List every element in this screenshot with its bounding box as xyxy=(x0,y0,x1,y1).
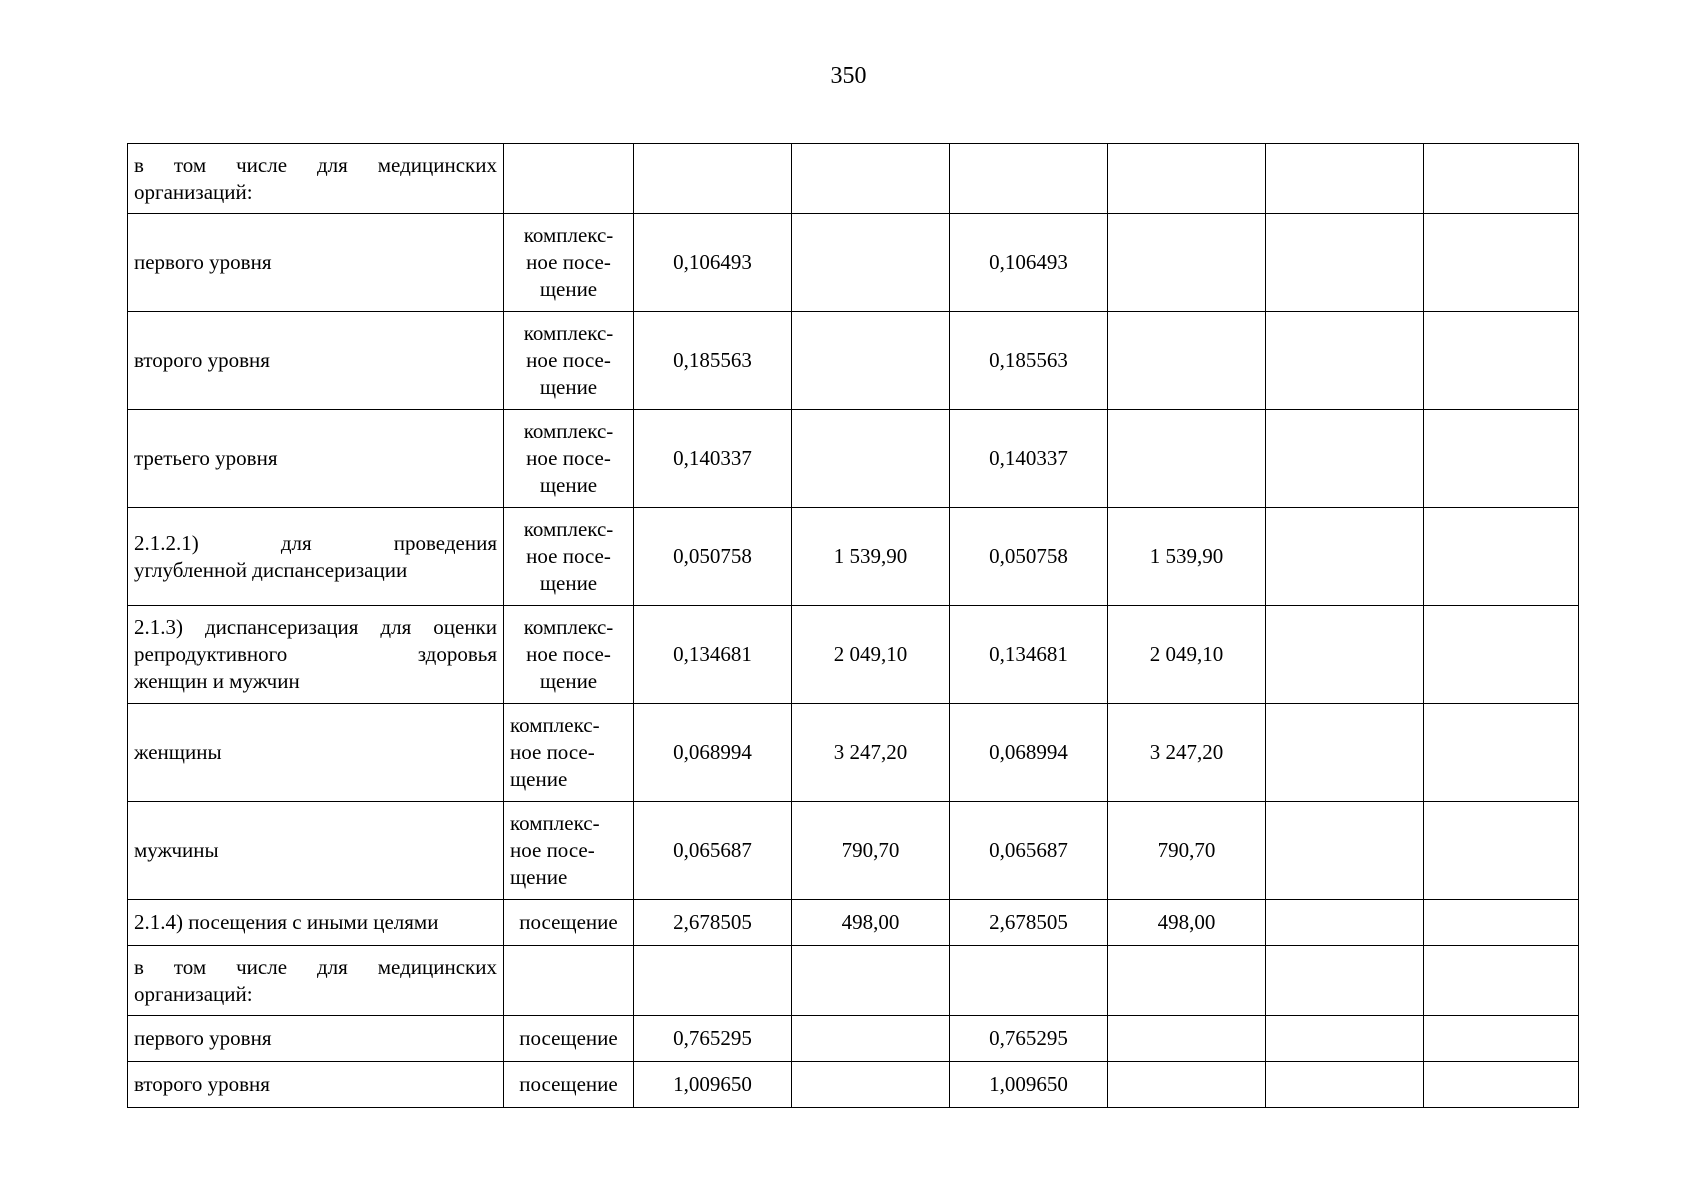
unit-cell xyxy=(504,946,634,1016)
table-row xyxy=(128,312,1579,410)
value-cell xyxy=(1108,144,1266,214)
table-row xyxy=(128,946,1579,1016)
value-cell xyxy=(1424,410,1579,508)
value-cell xyxy=(1424,312,1579,410)
value-cell: 1,009650 xyxy=(950,1062,1108,1108)
row-name-line: организаций: xyxy=(134,179,253,204)
value-cell: 0,185563 xyxy=(634,312,792,410)
row-name-line: 2.1.3) диспансеризация для оценки xyxy=(134,615,497,639)
row-name-cell xyxy=(128,508,504,606)
table-row xyxy=(128,606,1579,704)
value-cell xyxy=(1266,508,1424,606)
value-cell xyxy=(1108,410,1266,508)
value-cell xyxy=(1266,312,1424,410)
row-name-line: углубленной диспансеризации xyxy=(134,557,408,582)
table-row xyxy=(128,802,1579,900)
unit-cell: посещение xyxy=(504,1016,634,1062)
value-cell xyxy=(1266,410,1424,508)
row-name-cell: первого уровня xyxy=(128,214,504,312)
table-row xyxy=(128,900,1579,946)
value-cell: 0,050758 xyxy=(950,508,1108,606)
row-name-line: организаций: xyxy=(134,981,253,1006)
row-name-cell: женщины xyxy=(128,704,504,802)
unit-cell: комплекс-ное посе-щение xyxy=(504,704,634,802)
value-cell: 0,106493 xyxy=(634,214,792,312)
value-cell: 2 049,10 xyxy=(792,606,950,704)
value-cell: 0,134681 xyxy=(634,606,792,704)
row-name-cell: третьего уровня xyxy=(128,410,504,508)
unit-cell: комплекс-ное посе-щение xyxy=(504,410,634,508)
value-cell: 2,678505 xyxy=(950,900,1108,946)
value-cell xyxy=(1424,214,1579,312)
value-cell xyxy=(1424,606,1579,704)
value-cell xyxy=(634,946,792,1016)
value-cell: 1 539,90 xyxy=(1108,508,1266,606)
row-name-cell: второго уровня xyxy=(128,312,504,410)
value-cell xyxy=(1424,802,1579,900)
value-cell: 3 247,20 xyxy=(1108,704,1266,802)
unit-cell: посещение xyxy=(504,1062,634,1108)
value-cell: 0,140337 xyxy=(634,410,792,508)
value-cell: 0,106493 xyxy=(950,214,1108,312)
value-cell xyxy=(1108,946,1266,1016)
table-row xyxy=(128,508,1579,606)
value-cell: 1,009650 xyxy=(634,1062,792,1108)
value-cell: 0,065687 xyxy=(950,802,1108,900)
value-cell xyxy=(1266,1016,1424,1062)
value-cell xyxy=(1266,214,1424,312)
unit-cell xyxy=(504,144,634,214)
unit-cell: комплекс-ное посе-щение xyxy=(504,214,634,312)
value-cell: 0,765295 xyxy=(950,1016,1108,1062)
row-name-line: женщин и мужчин xyxy=(134,669,300,693)
value-cell: 0,068994 xyxy=(634,704,792,802)
value-cell xyxy=(792,312,950,410)
table-row xyxy=(128,214,1579,312)
row-name-cell: мужчины xyxy=(128,802,504,900)
value-cell xyxy=(1266,900,1424,946)
value-cell xyxy=(950,946,1108,1016)
value-cell xyxy=(792,410,950,508)
value-cell: 0,134681 xyxy=(950,606,1108,704)
row-name-cell xyxy=(128,606,504,704)
row-name-line: в том числе для медицинских xyxy=(134,152,497,177)
value-cell xyxy=(1108,1016,1266,1062)
value-cell: 0,050758 xyxy=(634,508,792,606)
value-cell: 0,765295 xyxy=(634,1016,792,1062)
value-cell xyxy=(792,1062,950,1108)
row-name-cell xyxy=(128,144,504,214)
value-cell: 2,678505 xyxy=(634,900,792,946)
value-cell xyxy=(1266,704,1424,802)
value-cell xyxy=(1424,508,1579,606)
value-cell xyxy=(1424,946,1579,1016)
row-name-cell xyxy=(128,946,504,1016)
row-name-line: 2.1.2.1) для проведения xyxy=(134,530,497,555)
value-cell: 1 539,90 xyxy=(792,508,950,606)
value-cell: 498,00 xyxy=(1108,900,1266,946)
value-cell xyxy=(1108,214,1266,312)
unit-cell: комплекс-ное посе-щение xyxy=(504,606,634,704)
row-name-line: репродуктивного здоровья xyxy=(134,642,497,666)
value-cell xyxy=(1424,1062,1579,1108)
row-name-line: в том числе для медицинских xyxy=(134,954,497,979)
value-cell xyxy=(1424,1016,1579,1062)
value-cell: 3 247,20 xyxy=(792,704,950,802)
value-cell xyxy=(1108,1062,1266,1108)
unit-cell: комплекс-ное посе-щение xyxy=(504,312,634,410)
table-row xyxy=(128,410,1579,508)
table-row xyxy=(128,1016,1579,1062)
value-cell xyxy=(792,1016,950,1062)
table-row xyxy=(128,704,1579,802)
row-name-cell: первого уровня xyxy=(128,1016,504,1062)
value-cell: 498,00 xyxy=(792,900,950,946)
value-cell: 0,065687 xyxy=(634,802,792,900)
unit-cell: комплекс-ное посе-щение xyxy=(504,802,634,900)
value-cell xyxy=(1266,144,1424,214)
row-name-cell: 2.1.4) посещения с иными целями xyxy=(128,900,504,946)
value-cell: 790,70 xyxy=(792,802,950,900)
value-cell xyxy=(1266,606,1424,704)
value-cell xyxy=(1266,1062,1424,1108)
value-cell xyxy=(1266,946,1424,1016)
value-cell: 790,70 xyxy=(1108,802,1266,900)
value-cell xyxy=(792,214,950,312)
value-cell xyxy=(634,144,792,214)
row-name-cell: второго уровня xyxy=(128,1062,504,1108)
unit-cell: комплекс-ное посе-щение xyxy=(504,508,634,606)
value-cell xyxy=(792,946,950,1016)
value-cell xyxy=(1424,144,1579,214)
unit-cell: посещение xyxy=(504,900,634,946)
page-number: 350 xyxy=(830,63,867,89)
value-cell: 0,185563 xyxy=(950,312,1108,410)
value-cell xyxy=(950,144,1108,214)
table-row xyxy=(128,1062,1579,1108)
value-cell: 0,140337 xyxy=(950,410,1108,508)
value-cell xyxy=(1108,312,1266,410)
data-table xyxy=(127,143,1579,1108)
value-cell xyxy=(792,144,950,214)
value-cell xyxy=(1424,900,1579,946)
value-cell xyxy=(1266,802,1424,900)
value-cell: 2 049,10 xyxy=(1108,606,1266,704)
value-cell xyxy=(1424,704,1579,802)
table-row xyxy=(128,144,1579,214)
value-cell: 0,068994 xyxy=(950,704,1108,802)
